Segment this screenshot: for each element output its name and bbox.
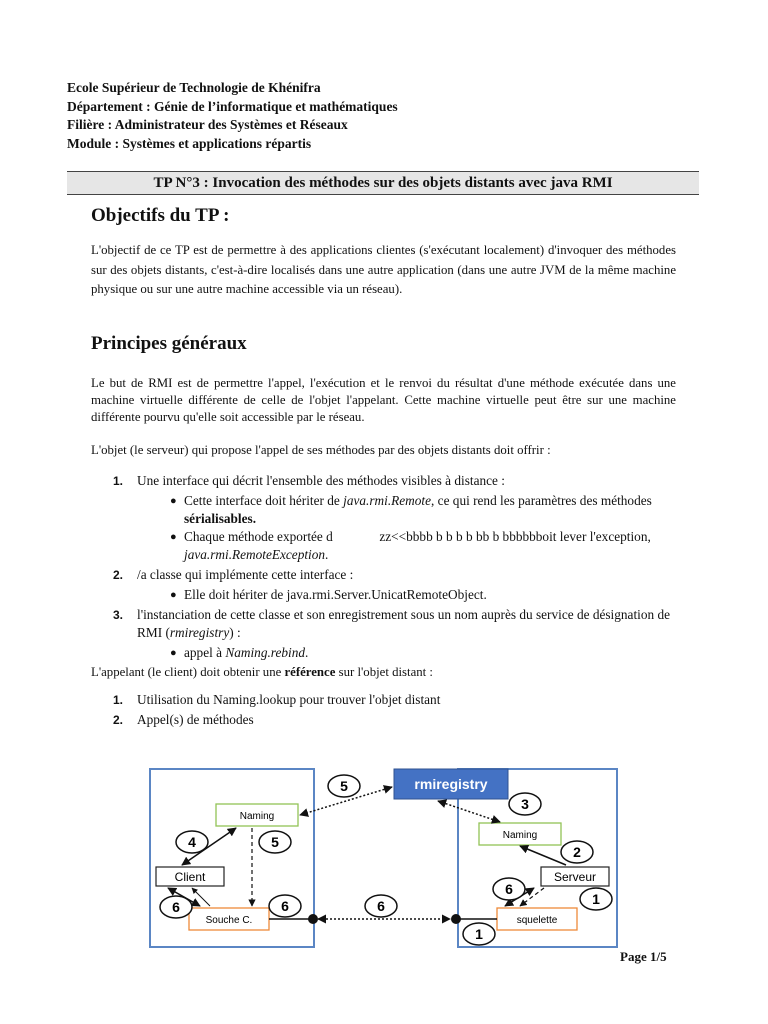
naming-left-label: Naming bbox=[239, 811, 275, 822]
text-fragment: sur l'objet distant : bbox=[335, 665, 433, 679]
right-connection-node bbox=[451, 914, 461, 924]
list-number: 2. bbox=[113, 713, 124, 727]
list-item-text: Appel(s) de méthodes bbox=[137, 712, 254, 727]
list-item bbox=[91, 472, 681, 564]
text-fragment: L'appelant (le client) doit obtenir une bbox=[91, 665, 285, 679]
list-number: 2. bbox=[113, 568, 124, 582]
server-requirements-list bbox=[91, 472, 681, 664]
badge-1-skeleton bbox=[463, 923, 495, 945]
sub-list-item bbox=[137, 492, 681, 528]
sub-list bbox=[137, 586, 681, 604]
sub-list-item bbox=[137, 586, 681, 604]
principles-paragraph: Le but de RMI est de permettre l'appel, l'exécution et le renvoi du résultat d'une méthode exécutée dans une machine virtuelle différente de celle de l'objet l'appelant. Cette machine virtuelle peut être sur une machine différente pourvu qu'elle soit accessible par le réseau. bbox=[91, 376, 676, 424]
field: Filière : Administrateur des Systèmes et Réseaux bbox=[67, 117, 348, 133]
badge-6-stub bbox=[269, 895, 301, 917]
department: Département : Génie de l’informatique et mathématiques bbox=[67, 98, 398, 114]
list-number: 3. bbox=[113, 608, 124, 622]
badge-2 bbox=[561, 841, 593, 863]
list-number: 1. bbox=[113, 474, 124, 488]
list-item bbox=[91, 691, 681, 709]
skeleton-label: squelette bbox=[516, 915, 558, 926]
badge-label: 6 bbox=[172, 899, 180, 915]
list-item-text: /a classe qui implémente cette interface : bbox=[137, 567, 354, 582]
objectives-heading: Objectifs du TP : bbox=[91, 205, 230, 226]
badge-6-server bbox=[493, 878, 525, 900]
code-emphasis: java.rmi.RemoteException bbox=[184, 547, 326, 562]
badge-label: 5 bbox=[340, 778, 348, 794]
rmi-architecture-diagram bbox=[148, 766, 620, 950]
badge-label: 1 bbox=[475, 926, 483, 942]
badge-label: 3 bbox=[521, 796, 529, 812]
list-number: 1. bbox=[113, 693, 124, 707]
sub-list-item bbox=[137, 528, 681, 564]
text-fragment: Elle doit hériter de java.rmi.Server.UnicatRemoteObject. bbox=[184, 587, 487, 602]
badge-1-server bbox=[580, 888, 612, 910]
client-label: Client bbox=[174, 870, 206, 884]
rmiregistry-label: rmiregistry bbox=[414, 776, 488, 792]
page-number: Page 1/5 bbox=[620, 949, 667, 964]
tp-title: TP N°3 : Invocation des méthodes sur des objets distants avec java RMI bbox=[67, 171, 699, 195]
list-item-text: Une interface qui décrit l'ensemble des méthodes visibles à distance : bbox=[137, 473, 505, 488]
naming-right-label: Naming bbox=[502, 830, 538, 841]
bold-term: sérialisables. bbox=[184, 511, 257, 526]
badge-6-network bbox=[365, 895, 397, 917]
objectives-paragraph: L'objectif de ce TP est de permettre à des applications clientes (s'exécutant localement) d'invoquer des méthodes sur des objets distants, c'est-à-dire localisés dans une autre application (dans une autre JVM de la même machine physique ou sur une autre machine accessible via un réseau). bbox=[91, 243, 676, 296]
badge-5-left bbox=[259, 831, 291, 853]
badge-label: 6 bbox=[505, 881, 513, 897]
list-item bbox=[91, 566, 681, 604]
sub-list-item bbox=[137, 644, 681, 662]
bullet-icon: ● bbox=[170, 647, 177, 659]
text-fragment: , ce qui rend les paramètres des méthodes bbox=[431, 493, 652, 508]
badge-label: 6 bbox=[281, 898, 289, 914]
server-requirements-intro: L'objet (le serveur) qui propose l'appel de ses méthodes par des objets distants doit offrir : bbox=[91, 443, 551, 457]
bullet-icon: ● bbox=[170, 589, 177, 601]
text-fragment: ) : bbox=[229, 625, 241, 640]
document-header bbox=[67, 79, 398, 153]
client-requirements-intro bbox=[91, 663, 676, 683]
text-fragment: Chaque méthode exportée d zz<<bbbb b b b b bb b bbbbbboit lever l'exception, bbox=[184, 529, 655, 544]
bullet-icon: ● bbox=[170, 495, 177, 507]
badge-label: 5 bbox=[271, 834, 279, 850]
left-connection-node bbox=[308, 914, 318, 924]
badge-5-top bbox=[328, 775, 360, 797]
school-name: Ecole Supérieur de Technologie de Khénifra bbox=[67, 80, 321, 95]
code-emphasis: rmiregistry bbox=[169, 625, 230, 640]
list-item bbox=[91, 711, 681, 729]
text-fragment: . bbox=[325, 547, 329, 562]
server-label: Serveur bbox=[553, 870, 597, 884]
text-fragment: . bbox=[305, 645, 309, 660]
sub-list bbox=[137, 644, 681, 662]
list-item-text: Utilisation du Naming.lookup pour trouver l'objet distant bbox=[137, 692, 441, 707]
badge-label: 2 bbox=[573, 844, 581, 860]
principles-heading: Principes généraux bbox=[91, 333, 247, 354]
badge-label: 6 bbox=[377, 898, 385, 914]
list-item bbox=[91, 606, 681, 662]
module: Module : Systèmes et applications répartis bbox=[67, 135, 312, 151]
badge-4 bbox=[176, 831, 208, 853]
text-fragment: l'instanciation de cette classe et son enregistrement sous un nom auprès du service de désignation de RMI ( bbox=[137, 607, 671, 640]
code-emphasis: Naming.rebind bbox=[225, 645, 306, 660]
badge-6-client bbox=[160, 896, 192, 918]
badge-3 bbox=[509, 793, 541, 815]
server-bind-arrow bbox=[520, 846, 566, 865]
client-steps-list bbox=[91, 691, 681, 729]
badge-label: 1 bbox=[592, 891, 600, 907]
text-fragment: appel à bbox=[184, 645, 226, 660]
code-emphasis: java.rmi.Remote bbox=[343, 493, 432, 508]
sub-list bbox=[137, 492, 681, 564]
bullet-icon: ● bbox=[170, 531, 177, 543]
stub-label: Souche C. bbox=[205, 915, 253, 926]
badge-label: 4 bbox=[188, 834, 196, 850]
bold-term: référence bbox=[284, 665, 336, 679]
registry-to-naming-right-arrow bbox=[438, 801, 500, 822]
text-fragment: Cette interface doit hériter de bbox=[184, 493, 344, 508]
